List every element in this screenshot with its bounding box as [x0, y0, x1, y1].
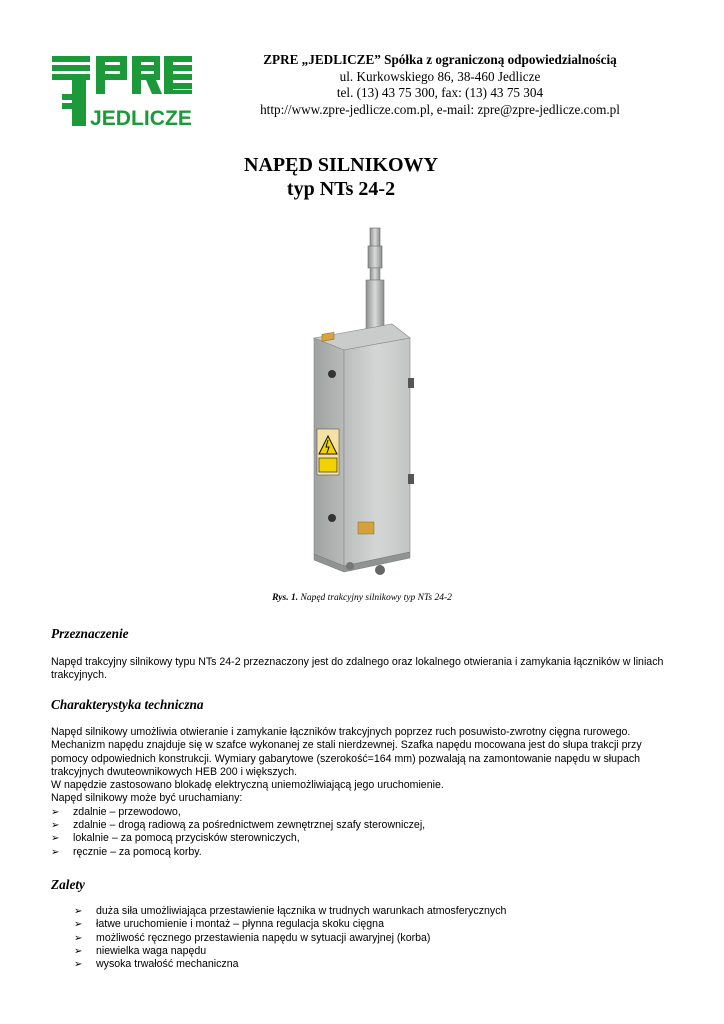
list-item: ➢ niewielka waga napędu	[74, 944, 207, 957]
activation-list	[51, 806, 681, 859]
page-title	[0, 153, 682, 201]
caption-label: Rys. 1.	[272, 593, 299, 603]
logo-text-jedlicze: JEDLICZE	[90, 107, 192, 128]
arrow-bullet-icon: ➢	[51, 820, 60, 832]
zpre-logo	[50, 54, 194, 128]
rating-plate-bottom	[358, 522, 374, 534]
caption-text: Napęd trakcyjny silnikowy typ NTs 24-2	[298, 593, 452, 603]
title-line-2: typ NTs 24-2	[286, 178, 396, 200]
charakterystyka-p2: W napędzie zastosowano blokadę elektryczną uniemożliwiającą jego uruchomienie.	[51, 779, 444, 792]
list-item: ➢ ręcznie – za pomocą korby.	[51, 845, 202, 858]
company-address: ul. Kurkowskiego 86, 38-460 Jedlicze	[339, 68, 541, 84]
arrow-bullet-icon: ➢	[51, 833, 60, 845]
przeznaczenie-text: Napęd trakcyjny silnikowy typu NTs 24-2 przeznaczony jest do zdalnego oraz lokalnego otwierania i zamykania łączników w liniach trakcyjnych.	[51, 656, 664, 682]
heading-zalety: Zalety	[51, 877, 85, 892]
title-line-1: NAPĘD SILNIKOWY	[244, 154, 438, 176]
company-web[interactable]: http://www.zpre-jedlicze.com.pl, e-mail: zpre@zpre-jedlicze.com.pl	[260, 101, 620, 117]
list-item: ➢ możliwość ręcznego przestawienia napędu w sytuacji awaryjnej (korba)	[74, 931, 431, 944]
pull-rod	[370, 268, 380, 280]
arrow-bullet-icon: ➢	[74, 945, 83, 957]
figure-caption	[0, 593, 724, 603]
list-item: ➢ zdalnie – przewodowo,	[51, 805, 181, 818]
bolt-top	[328, 370, 336, 378]
arrow-bullet-icon: ➢	[51, 806, 60, 818]
arrow-bullet-icon: ➢	[74, 906, 83, 917]
arrow-bullet-icon: ➢	[51, 846, 60, 858]
bolt-bottom	[328, 514, 336, 522]
charakterystyka-p1: Napęd silnikowy umożliwia otwieranie i zamykanie łączników trakcyjnych poprzez ruch posuwisto-zwrotny cięgna rurowego. Mechanizm napędu znajduje się w szafce wykonanej ze stali nierdzewnej. Szafka napędu mocowana jest do słupa trakcji przy pomocy odpowiednich konstrukcji. Wymiary gabarytowe (szerokość=164 mm) pozwalają na zamontowanie napędu w słupach trakcyjnych dwuteownikowych HEB 200 i większych.	[51, 726, 642, 778]
rod-fork	[370, 228, 380, 248]
heading-charakterystyka: Charakterystyka techniczna	[51, 697, 204, 712]
heading-przeznaczenie: Przeznaczenie	[51, 626, 129, 641]
list-item: ➢ duża siła umożliwiająca przestawienie łącznika w trudnych warunkach atmosferycznych	[74, 905, 507, 917]
arrow-bullet-icon: ➢	[74, 959, 83, 971]
company-header	[200, 52, 680, 118]
advantages-list	[74, 905, 674, 971]
charakterystyka-block	[51, 726, 681, 859]
company-name: ZPRE „JEDLICZE” Spółka z ograniczoną odpowiedzialnością	[263, 52, 617, 67]
list-item: ➢ zdalnie – drogą radiową za pośrednictwem zewnętrznej szafy sterowniczej,	[51, 819, 426, 832]
arrow-bullet-icon: ➢	[74, 932, 83, 944]
list-item: ➢ wysoka trwałość mechaniczna	[74, 958, 239, 971]
list-item: ➢ łatwe uruchomienie i montaż – płynna regulacja skoku cięgna	[74, 918, 384, 931]
company-phone: tel. (13) 43 75 300, fax: (13) 43 75 304	[336, 85, 544, 100]
charakterystyka-p3: Napęd silnikowy może być uruchamiany:	[51, 792, 243, 805]
arrow-bullet-icon: ➢	[74, 919, 83, 931]
list-item: ➢ lokalnie – za pomocą przycisków sterowniczych,	[51, 832, 300, 845]
product-photo	[290, 226, 430, 584]
